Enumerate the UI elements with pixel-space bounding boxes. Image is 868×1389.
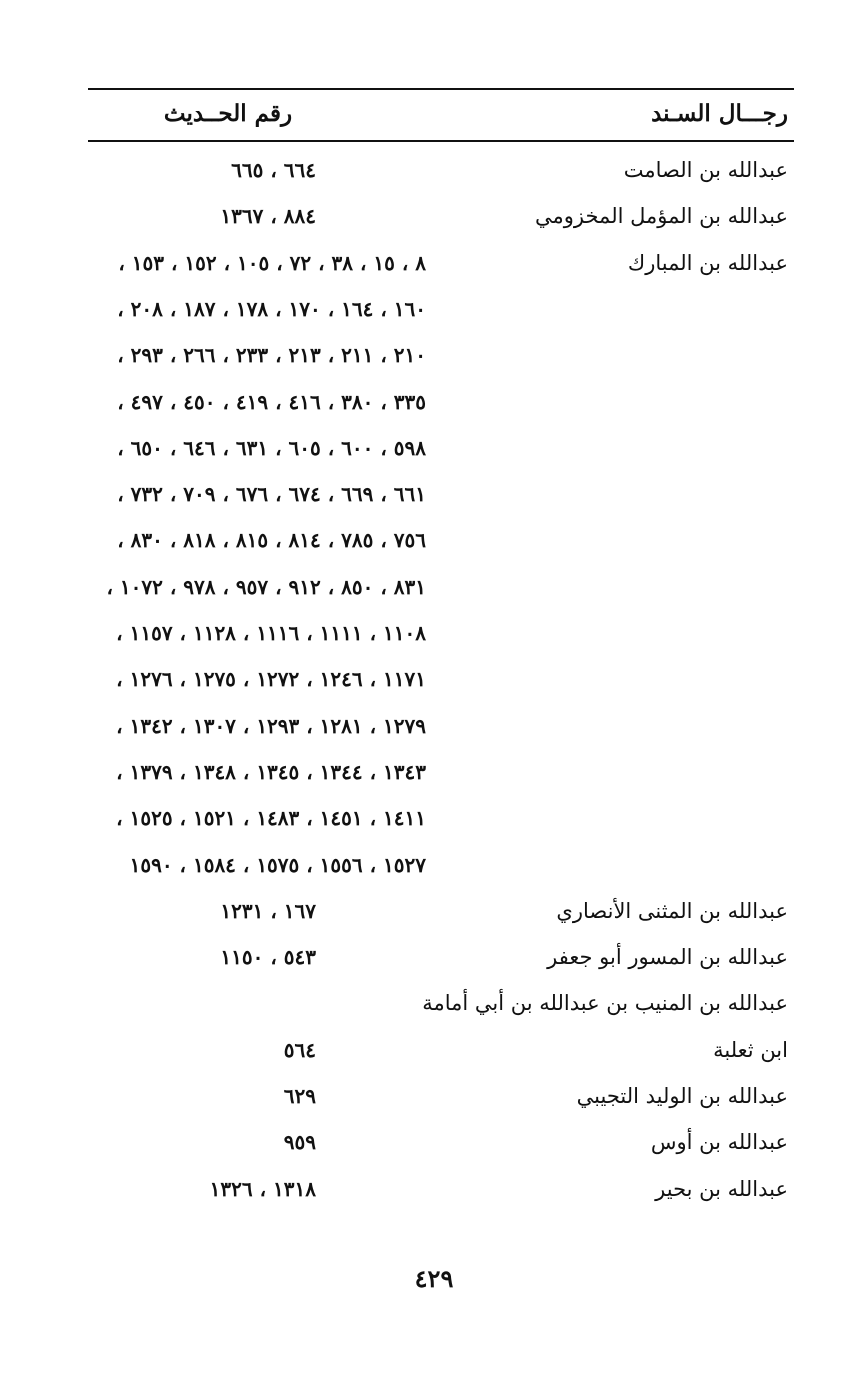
narrator-name: ابن ثعلبة (713, 1038, 788, 1062)
hadith-numbers: ٨٣١ ، ٨٥٠ ، ٩١٢ ، ٩٥٧ ، ٩٧٨ ، ١٠٧٢ ، (106, 575, 426, 599)
hadith-numbers: ١٣٤٣ ، ١٣٤٤ ، ١٣٤٥ ، ١٣٤٨ ، ١٣٧٩ ، (116, 760, 426, 784)
index-row (0, 384, 868, 420)
hadith-numbers: ٦٦٤ ، ٦٦٥ (231, 158, 316, 182)
index-row (0, 152, 868, 188)
hadith-numbers: ١٢٧٩ ، ١٢٨١ ، ١٢٩٣ ، ١٣٠٧ ، ١٣٤٢ ، (116, 714, 426, 738)
header-top-rule (88, 88, 794, 90)
index-row (0, 430, 868, 466)
hadith-numbers: ١٦٠ ، ١٦٤ ، ١٧٠ ، ١٧٨ ، ١٨٧ ، ٢٠٨ ، (117, 297, 426, 321)
index-row (0, 847, 868, 883)
hadith-numbers: ٥٤٣ ، ١١٥٠ (220, 945, 316, 969)
index-row (0, 800, 868, 836)
narrator-name: عبدالله بن بحير (655, 1177, 788, 1201)
hadith-numbers: ١٣١٨ ، ١٣٢٦ (209, 1177, 316, 1201)
index-row (0, 1124, 868, 1160)
index-row (0, 985, 868, 1021)
hadith-numbers: ٩٥٩ (283, 1130, 316, 1154)
hadith-numbers: ٧٥٦ ، ٧٨٥ ، ٨١٤ ، ٨١٥ ، ٨١٨ ، ٨٣٠ ، (117, 528, 426, 552)
hadith-numbers: ٨ ، ١٥ ، ٣٨ ، ٧٢ ، ١٠٥ ، ١٥٢ ، ١٥٣ ، (118, 251, 426, 275)
hadith-numbers: ١٤١١ ، ١٤٥١ ، ١٤٨٣ ، ١٥٢١ ، ١٥٢٥ ، (116, 806, 426, 830)
index-row (0, 245, 868, 281)
index-row (0, 661, 868, 697)
narrator-name: عبدالله بن أوس (650, 1130, 788, 1154)
index-row (0, 522, 868, 558)
narrator-name: عبدالله بن الوليد التجيبي (576, 1084, 788, 1108)
narrator-name: عبدالله بن المبارك (627, 251, 788, 275)
hadith-numbers: ١٥٢٧ ، ١٥٥٦ ، ١٥٧٥ ، ١٥٨٤ ، ١٥٩٠ (129, 853, 426, 877)
index-row (0, 754, 868, 790)
index-row (0, 939, 868, 975)
index-row (0, 615, 868, 651)
hadith-numbers: ٦٦١ ، ٦٦٩ ، ٦٧٤ ، ٦٧٦ ، ٧٠٩ ، ٧٣٢ ، (117, 482, 426, 506)
header-narrators: رجـــال السـند (651, 100, 788, 127)
index-row (0, 1078, 868, 1114)
hadith-numbers: ١٦٧ ، ١٢٣١ (220, 899, 316, 923)
narrator-name: عبدالله بن المنيب بن عبدالله بن أبي أمامة (422, 991, 788, 1015)
hadith-numbers: ٣٣٥ ، ٣٨٠ ، ٤١٦ ، ٤١٩ ، ٤٥٠ ، ٤٩٧ ، (117, 390, 426, 414)
narrator-name: عبدالله بن المثنى الأنصاري (556, 899, 788, 923)
page-number: ٤٢٩ (414, 1264, 454, 1293)
hadith-numbers: ٥٩٨ ، ٦٠٠ ، ٦٠٥ ، ٦٣١ ، ٦٤٦ ، ٦٥٠ ، (117, 436, 426, 460)
hadith-numbers: ١١٧١ ، ١٢٤٦ ، ١٢٧٢ ، ١٢٧٥ ، ١٢٧٦ ، (116, 667, 426, 691)
narrator-name: عبدالله بن المسور أبو جعفر (547, 945, 788, 969)
hadith-numbers: ٦٢٩ (283, 1084, 316, 1108)
index-row (0, 1032, 868, 1068)
narrator-name: عبدالله بن الصامت (623, 158, 788, 182)
hadith-numbers: ٨٨٤ ، ١٣٦٧ (220, 204, 316, 228)
header-bottom-rule (88, 140, 794, 142)
index-row (0, 291, 868, 327)
index-row (0, 476, 868, 512)
index-row (0, 1171, 868, 1207)
index-row (0, 893, 868, 929)
hadith-numbers: ٢١٠ ، ٢١١ ، ٢١٣ ، ٢٣٣ ، ٢٦٦ ، ٢٩٣ ، (117, 343, 426, 367)
narrator-name: عبدالله بن المؤمل المخزومي (535, 204, 788, 228)
index-row (0, 337, 868, 373)
index-row (0, 198, 868, 234)
index-row (0, 708, 868, 744)
hadith-numbers: ١١٠٨ ، ١١١١ ، ١١١٦ ، ١١٢٨ ، ١١٥٧ ، (116, 621, 426, 645)
index-row (0, 569, 868, 605)
hadith-numbers: ٥٦٤ (283, 1038, 316, 1062)
header-hadith-numbers: رقم الحــديث (163, 100, 293, 127)
